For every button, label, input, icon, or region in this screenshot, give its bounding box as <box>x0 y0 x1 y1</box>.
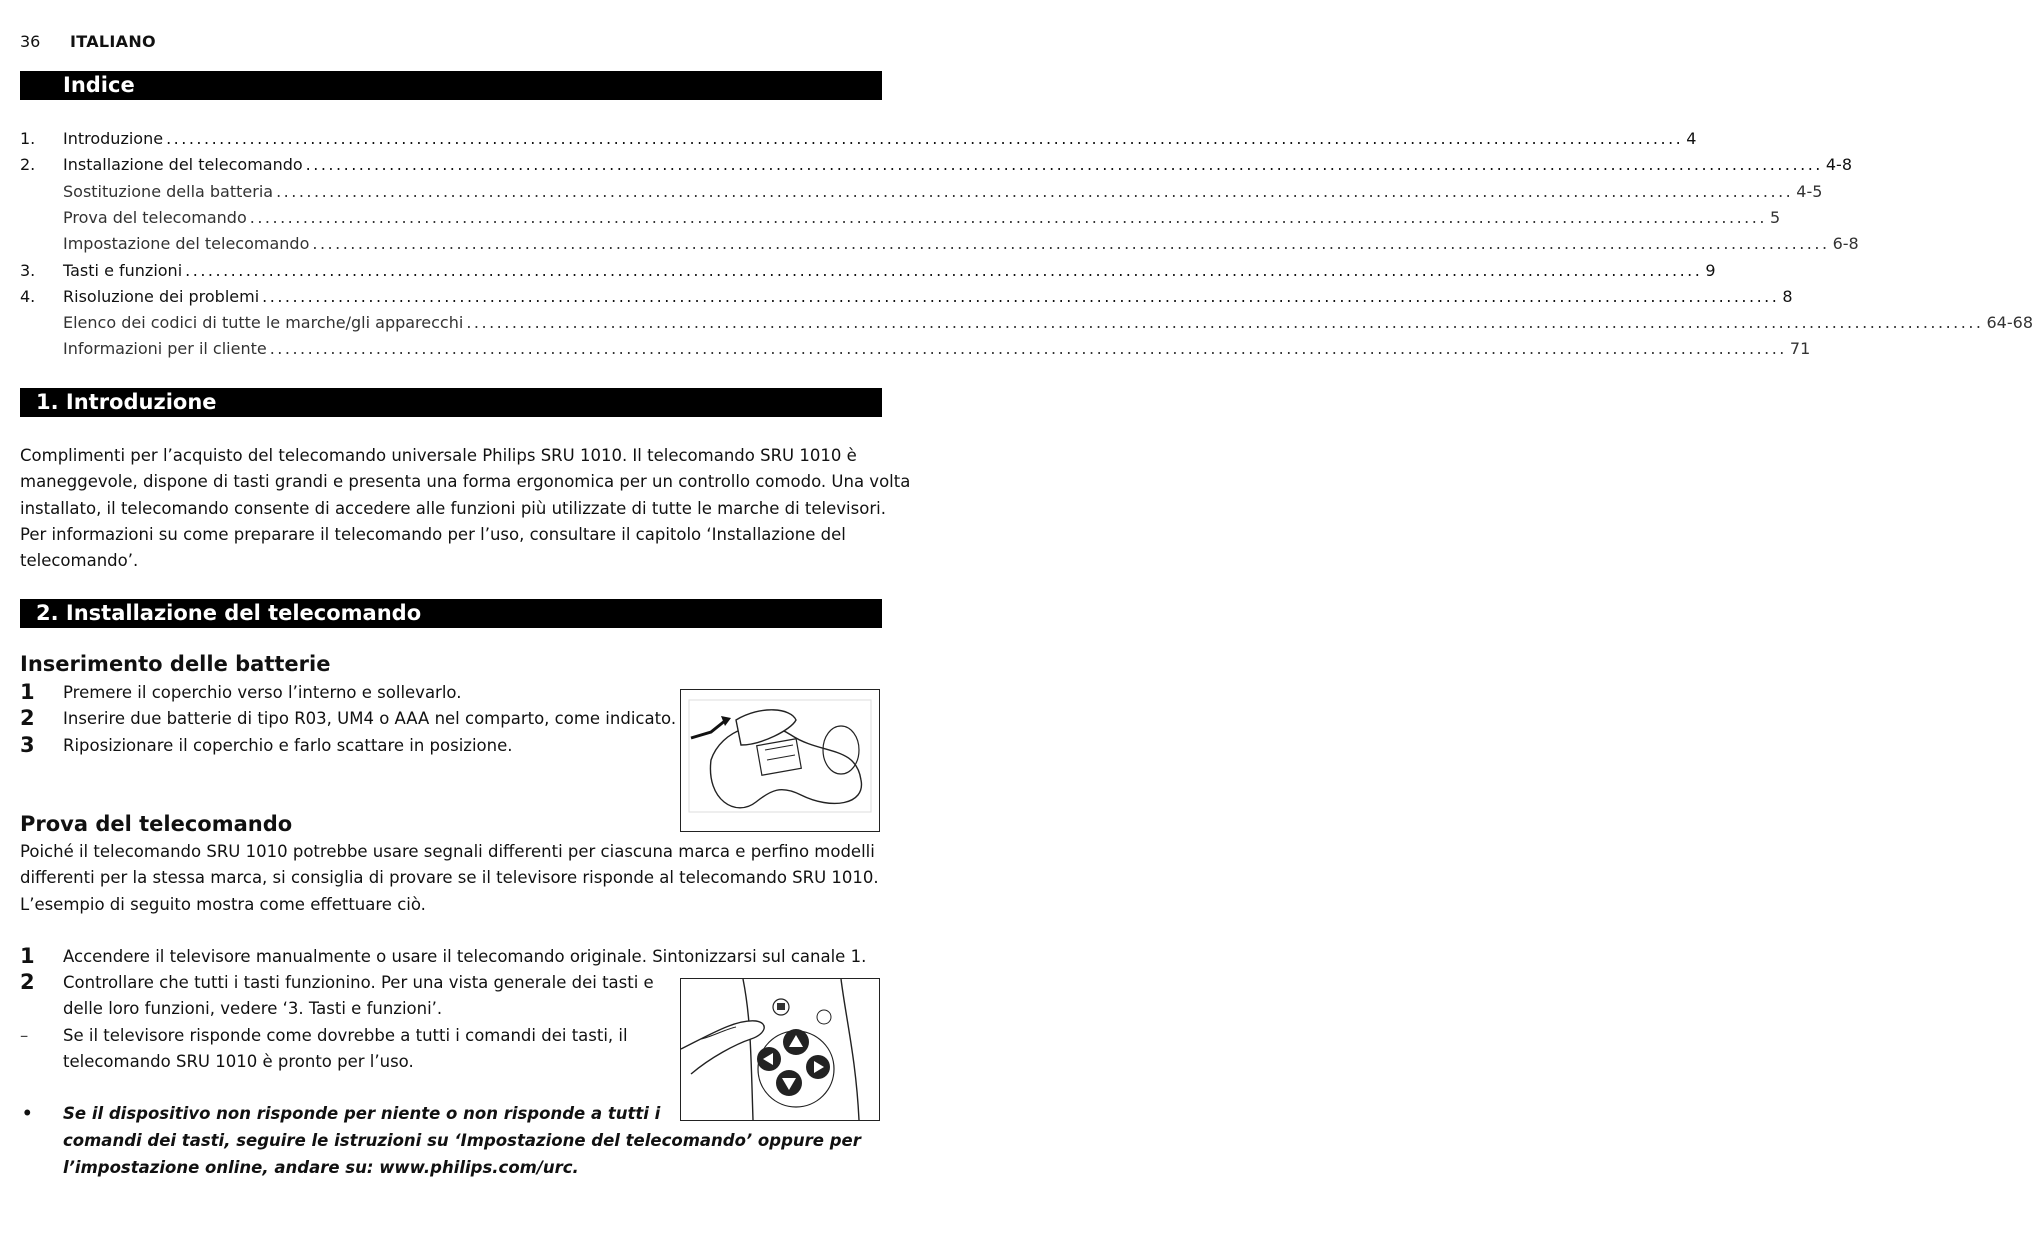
step-text: Controllare che tutti i tasti funzionino. Per una vista generale dei tasti e <box>63 973 654 992</box>
test-heading: Prova del telecomando <box>20 812 293 836</box>
toc-leader-dots: ........................................................................................................................................................................................................ <box>276 181 1794 201</box>
intro-line: Per informazioni su come preparare il telecomando per l’uso, consultare il capitolo ‘Installazione del <box>20 524 846 544</box>
step-text: Riposizionare il coperchio e farlo scattare in posizione. <box>63 736 513 755</box>
toc-leader-dots: ........................................................................................................................................................................................................ <box>249 207 1767 227</box>
dash-mark: – <box>20 1026 29 1045</box>
toc-entry-title: Tasti e funzioni <box>63 260 183 280</box>
intro-line: installato, il telecomando consente di accedere alle funzioni più utilizzate di tutte le marche di televisori. <box>20 498 886 518</box>
note-text: l’impostazione online, andare su: www.philips.com/urc. <box>63 1158 579 1177</box>
step-number: 2 <box>20 706 35 730</box>
toc-entry-title: Introduzione <box>63 129 164 148</box>
toc-entry <box>20 286 1793 308</box>
toc-entry-page: 71 <box>1789 339 1811 359</box>
install-heading-bar <box>20 599 882 628</box>
toc-entry-number: 1. <box>20 129 36 148</box>
toc-leader-dots: ........................................................................................................................................................................................................ <box>466 313 1984 333</box>
intro-heading-bar <box>20 388 882 417</box>
toc-leader-dots: ........................................................................................................................................................................................................ <box>269 339 1787 359</box>
toc-entry-title: Risoluzione dei problemi <box>63 286 260 306</box>
intro-paragraph <box>20 443 911 574</box>
intro-line: Complimenti per l’acquisto del telecomando universale Philips SRU 1010. Il telecomando SRU 1010 è <box>20 446 857 465</box>
intro-line: maneggevole, dispone di tasti grandi e presenta una forma ergonomica per un controllo comodo. Una volta <box>20 472 911 492</box>
battery-compartment-illustration <box>680 689 880 832</box>
install-heading: 2. Installazione del telecomando <box>36 601 422 625</box>
intro-line: telecomando’. <box>20 551 139 571</box>
language-label: ITALIANO <box>70 32 156 51</box>
toc-leader-dots: ........................................................................................................................................................................................................ <box>262 286 1780 306</box>
toc-entry-page: 6-8 <box>1832 234 1859 254</box>
toc-entry-number: 3. <box>20 260 36 280</box>
test-line: L’esempio di seguito mostra come effettuare ciò. <box>20 894 426 914</box>
note-bullet: • <box>22 1104 33 1123</box>
index-heading: Indice <box>63 73 135 97</box>
toc-entry-title: Installazione del telecomando <box>63 155 303 175</box>
toc-entry <box>20 260 1716 282</box>
step-number: 2 <box>20 970 35 994</box>
intro-heading: 1. Introduzione <box>36 390 217 414</box>
toc-entry <box>20 128 1697 150</box>
toc-entry-title: Informazioni per il cliente <box>63 339 267 359</box>
toc-entry-title: Elenco dei codici di tutte le marche/gli apparecchi <box>63 313 464 333</box>
toc-entry <box>20 312 2033 334</box>
toc-entry <box>20 207 1781 229</box>
note-text: comandi dei tasti, seguire le istruzioni su ‘Impostazione del telecomando’ oppure per <box>63 1131 861 1150</box>
toc-leader-dots: ........................................................................................................................................................................................................ <box>305 155 1823 175</box>
toc-entry <box>20 338 1811 360</box>
page-number: 36 <box>20 32 41 51</box>
step-text: delle loro funzioni, vedere ‘3. Tasti e funzioni’. <box>63 999 443 1018</box>
remote-buttons-illustration <box>680 978 880 1121</box>
toc-entry-title: Prova del telecomando <box>63 207 247 227</box>
toc-entry-page: 64-68 <box>1986 313 2033 333</box>
toc-entry-number: 4. <box>20 286 36 306</box>
step-number: 1 <box>20 680 35 704</box>
toc-entry-page: 8 <box>1782 286 1793 306</box>
toc-entry-page: 9 <box>1705 260 1716 280</box>
step-text: Premere il coperchio verso l’interno e sollevarlo. <box>63 683 462 702</box>
toc-entry-page: 5 <box>1769 207 1781 227</box>
index-heading-bar <box>20 71 882 100</box>
dash-text: telecomando SRU 1010 è pronto per l’uso. <box>63 1052 414 1071</box>
test-line: Poiché il telecomando SRU 1010 potrebbe usare segnali differenti per ciascuna marca e perfino modelli <box>20 842 875 861</box>
toc-leader-dots: ........................................................................................................................................................................................................ <box>312 234 1830 254</box>
step-text: Inserire due batterie di tipo R03, UM4 o AAA nel comparto, come indicato. <box>63 709 677 728</box>
toc-leader-dots: ........................................................................................................................................................................................................ <box>166 129 1684 148</box>
step-number: 1 <box>20 944 35 968</box>
toc-entry-page: 4-8 <box>1825 155 1852 175</box>
toc-entry-title: Impostazione del telecomando <box>63 234 310 254</box>
toc-entry-number: 2. <box>20 155 36 175</box>
test-line: differenti per la stessa marca, si consiglia di provare se il televisore risponde al telecomando SRU 1010. <box>20 868 879 888</box>
step-number: 3 <box>20 733 35 757</box>
toc-entry-page: 4-5 <box>1796 181 1823 201</box>
toc-entry-page: 4 <box>1686 129 1697 148</box>
toc-entry <box>20 154 1852 176</box>
batteries-heading: Inserimento delle batterie <box>20 652 331 676</box>
test-paragraph <box>20 839 900 918</box>
toc-leader-dots: ........................................................................................................................................................................................................ <box>185 260 1703 280</box>
step-text: Accendere il televisore manualmente o usare il telecomando originale. Sintonizzarsi sul canale 1. <box>63 947 867 966</box>
dash-text: Se il televisore risponde come dovrebbe a tutti i comandi dei tasti, il <box>63 1026 628 1045</box>
toc-entry-title: Sostituzione della batteria <box>63 181 274 201</box>
note-text: Se il dispositivo non risponde per niente o non risponde a tutti i <box>63 1104 661 1123</box>
toc-entry <box>20 181 1823 203</box>
toc-entry <box>20 233 1859 255</box>
